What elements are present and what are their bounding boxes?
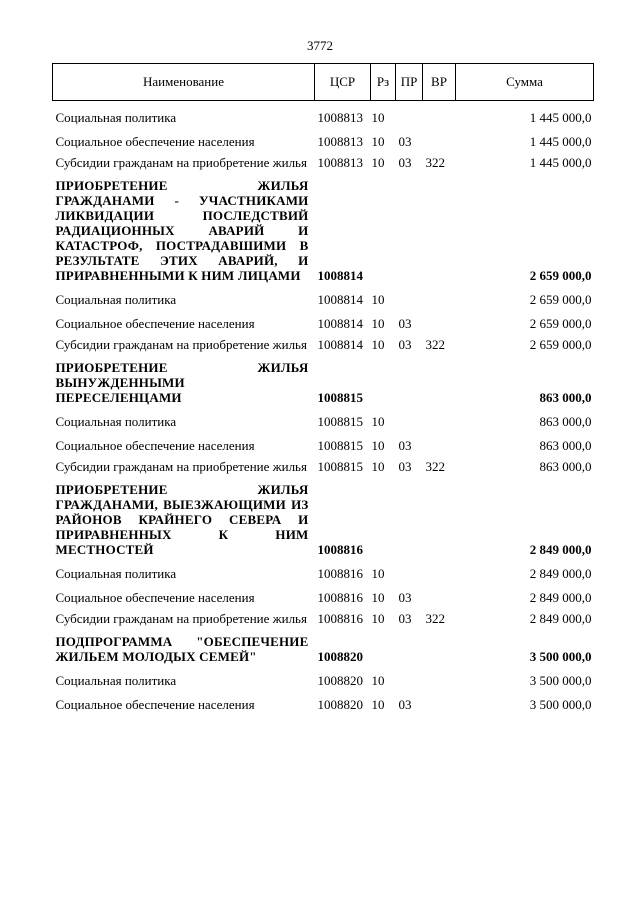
cell-rz: 10 (371, 697, 385, 712)
cell-sum: 2 659 000,0 (529, 337, 592, 352)
cell-csr: 1008815 (317, 438, 363, 453)
cell-name: Социальное обеспечение населения (55, 697, 255, 712)
cell-pr (396, 405, 423, 429)
cell-sum: 1 445 000,0 (529, 155, 592, 170)
header-name: Наименование (53, 64, 315, 101)
cell-csr: 1008816 (317, 566, 363, 581)
cell-pr: 03 (398, 155, 412, 170)
cell-name: Субсидии гражданам на приобретение жилья (55, 611, 307, 626)
cell-csr: 1008815 (317, 459, 363, 474)
cell-sum: 1 445 000,0 (529, 134, 592, 149)
cell-pr: 03 (398, 697, 412, 712)
cell-vr (423, 474, 456, 557)
cell-vr (423, 307, 456, 331)
cell-vr (423, 405, 456, 429)
cell-pr (396, 474, 423, 557)
cell-name: Социальное обеспечение населения (55, 134, 255, 149)
cell-sum: 2 849 000,0 (529, 611, 592, 626)
cell-sum: 3 500 000,0 (529, 697, 592, 712)
cell-vr (423, 125, 456, 149)
cell-vr (423, 352, 456, 405)
cell-rz: 10 (371, 134, 385, 149)
cell-rz (371, 474, 396, 557)
cell-rz (371, 170, 396, 283)
section-row (53, 626, 594, 664)
cell-name: Социальное обеспечение населения (55, 438, 255, 453)
cell-vr: 322 (425, 611, 445, 626)
cell-sum: 863 000,0 (539, 414, 592, 429)
section-row (53, 352, 594, 405)
cell-rz: 10 (371, 414, 385, 429)
cell-vr (423, 557, 456, 581)
cell-pr (396, 101, 423, 126)
cell-pr (396, 170, 423, 283)
cell-sum: 2 659 000,0 (529, 268, 592, 283)
table-row (53, 664, 594, 688)
header-sum: Сумма (456, 64, 594, 101)
cell-name: Социальная политика (55, 414, 177, 429)
cell-vr (423, 664, 456, 688)
cell-name: ПОДПРОГРАММА "ОБЕСПЕЧЕНИЕ ЖИЛЬЕМ МОЛОДЫХ СЕМЕЙ" (55, 634, 309, 664)
cell-sum: 2 659 000,0 (529, 316, 592, 331)
cell-pr: 03 (398, 438, 412, 453)
cell-csr: 1008816 (317, 611, 363, 626)
table-header (53, 64, 594, 101)
cell-pr: 03 (398, 337, 412, 352)
cell-sum: 2 849 000,0 (529, 566, 592, 581)
table-row (53, 688, 594, 712)
cell-sum: 1 445 000,0 (529, 110, 592, 125)
cell-pr (396, 557, 423, 581)
cell-sum: 2 849 000,0 (529, 542, 592, 557)
cell-pr: 03 (398, 459, 412, 474)
cell-rz: 10 (371, 110, 385, 125)
cell-name: Субсидии гражданам на приобретение жилья (55, 459, 307, 474)
cell-csr: 1008820 (317, 697, 363, 712)
table-row (53, 149, 594, 170)
table-row (53, 307, 594, 331)
cell-sum: 3 500 000,0 (529, 649, 592, 664)
cell-name: ПРИОБРЕТЕНИЕ ЖИЛЬЯ ГРАЖДАНАМИ, ВЫЕЗЖАЮЩИМИ ИЗ РАЙОНОВ КРАЙНЕГО СЕВЕРА И ПРИРАВНЕННЫХ К НИМ МЕСТНОСТЕЙ (55, 482, 309, 557)
cell-name: Социальное обеспечение населения (55, 316, 255, 331)
header-vr: ВР (423, 64, 456, 101)
cell-sum: 2 659 000,0 (529, 292, 592, 307)
cell-vr (423, 170, 456, 283)
cell-rz (371, 626, 396, 664)
cell-rz: 10 (371, 155, 385, 170)
header-rz: Рз (371, 64, 396, 101)
cell-rz: 10 (371, 611, 385, 626)
cell-csr: 1008815 (317, 414, 363, 429)
cell-sum: 863 000,0 (539, 438, 592, 453)
cell-name: Субсидии гражданам на приобретение жилья (55, 337, 307, 352)
cell-vr: 322 (425, 337, 445, 352)
cell-rz: 10 (371, 459, 385, 474)
cell-name: Социальная политика (55, 673, 177, 688)
page-number: 3772 (307, 38, 333, 53)
cell-csr: 1008820 (317, 673, 363, 688)
cell-csr: 1008814 (317, 337, 363, 352)
cell-csr: 1008813 (317, 134, 363, 149)
cell-name: Социальное обеспечение населения (55, 590, 255, 605)
cell-sum: 3 500 000,0 (529, 673, 592, 688)
table-row (53, 605, 594, 626)
cell-sum: 2 849 000,0 (529, 590, 592, 605)
cell-name: ПРИОБРЕТЕНИЕ ЖИЛЬЯ ВЫНУЖДЕННЫМИ ПЕРЕСЕЛЕНЦАМИ (55, 360, 309, 405)
cell-vr (423, 101, 456, 126)
cell-csr: 1008814 (317, 292, 363, 307)
cell-csr: 1008816 (317, 542, 363, 557)
cell-vr (423, 688, 456, 712)
cell-vr: 322 (425, 155, 445, 170)
cell-pr: 03 (398, 611, 412, 626)
cell-name: Социальная политика (55, 566, 177, 581)
cell-name: Социальная политика (55, 110, 177, 125)
cell-csr: 1008816 (317, 590, 363, 605)
header-csr: ЦСР (315, 64, 371, 101)
cell-csr: 1008820 (317, 649, 363, 664)
cell-vr (423, 429, 456, 453)
cell-csr: 1008814 (317, 316, 363, 331)
table-row (53, 453, 594, 474)
cell-rz: 10 (371, 337, 385, 352)
cell-rz (371, 352, 396, 405)
table-row (53, 429, 594, 453)
cell-rz: 10 (371, 292, 385, 307)
cell-rz: 10 (371, 566, 385, 581)
cell-name: Субсидии гражданам на приобретение жилья (55, 155, 307, 170)
table-row (53, 405, 594, 429)
cell-pr (396, 283, 423, 307)
cell-pr: 03 (398, 590, 412, 605)
cell-pr (396, 352, 423, 405)
cell-vr: 322 (425, 459, 445, 474)
cell-pr: 03 (398, 316, 412, 331)
table-row (53, 101, 594, 126)
cell-pr (396, 626, 423, 664)
table-row (53, 283, 594, 307)
budget-table (52, 63, 594, 712)
cell-vr (423, 283, 456, 307)
cell-csr: 1008813 (317, 110, 363, 125)
table-row (53, 331, 594, 352)
section-row (53, 474, 594, 557)
table-body (53, 101, 594, 713)
cell-rz: 10 (371, 316, 385, 331)
cell-rz: 10 (371, 673, 385, 688)
cell-name: Социальная политика (55, 292, 177, 307)
cell-name: ПРИОБРЕТЕНИЕ ЖИЛЬЯ ГРАЖДАНАМИ - УЧАСТНИКАМИ ЛИКВИДАЦИИ ПОСЛЕДСТВИЙ РАДИАЦИОННЫХ АВАРИЙ И КАТАСТРОФ, ПОСТРАДАВШИМИ В РЕЗУЛЬТАТЕ ЭТИХ АВАРИЙ, И ПРИРАВНЕННЫМИ К НИМ ЛИЦАМИ (55, 178, 309, 283)
cell-csr: 1008815 (317, 390, 363, 405)
table-row (53, 557, 594, 581)
cell-rz: 10 (371, 590, 385, 605)
cell-csr: 1008814 (317, 268, 363, 283)
cell-sum: 863 000,0 (539, 459, 592, 474)
table-row (53, 125, 594, 149)
cell-csr: 1008813 (317, 155, 363, 170)
cell-sum: 863 000,0 (539, 390, 592, 405)
header-pr: ПР (396, 64, 423, 101)
cell-vr (423, 626, 456, 664)
cell-vr (423, 581, 456, 605)
cell-rz: 10 (371, 438, 385, 453)
cell-pr: 03 (398, 134, 412, 149)
section-row (53, 170, 594, 283)
cell-pr (396, 664, 423, 688)
table-row (53, 581, 594, 605)
